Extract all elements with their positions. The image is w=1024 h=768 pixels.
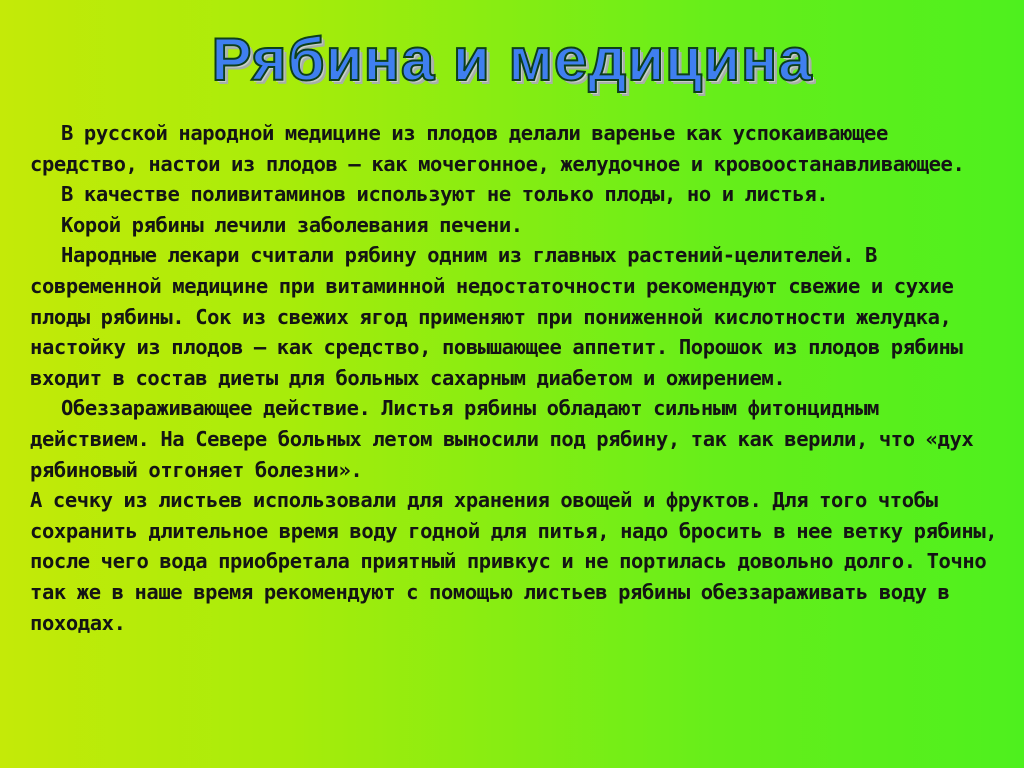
slide-title: Рябина и медицина xyxy=(211,26,813,93)
paragraph-bark: Корой рябины лечили заболевания печени. xyxy=(61,212,523,237)
paragraph-folk-medicine: В русской народной медицине из плодов делали варенье как успокаивающее средство, настои из плодов — как мочегонное, желудочное и кровоостанавливающее. xyxy=(30,121,965,176)
paragraph-multivitamins: В качестве поливитаминов используют не только плоды, но и листья. xyxy=(61,182,829,207)
paragraph-disinfecting: Обеззараживающее действие. Листья рябины обладают сильным фитонцидным действием. На Севере больных летом выносили под рябину, так как верили, что «дух рябиновый отгоняет болезни». xyxy=(30,396,974,482)
paragraph-leaves-water: А сечку из листьев использовали для хранения овощей и фруктов. Для того чтобы сохранить длительное время воду годной для питья, надо бросить в нее ветку рябины, после чего вода приобретала приятный привкус и не портилась довольно долго. Точно так же в наше время рекомендуют с помощью листьев рябины обеззараживать воду в походах. xyxy=(30,488,998,635)
paragraph-healers: Народные лекари считали рябину одним из главных растений-целителей. В современной медицине при витаминной недостаточности рекомендуют свежие и сухие плоды рябины. Сок из свежих ягод применяют при пониженной кислотности желудка, настойку из плодов — как средство, повышающее аппетит. Порошок из плодов рябины входит в состав диеты для больных сахарным диабетом и ожирением. xyxy=(30,243,963,390)
slide-body xyxy=(30,118,1000,638)
